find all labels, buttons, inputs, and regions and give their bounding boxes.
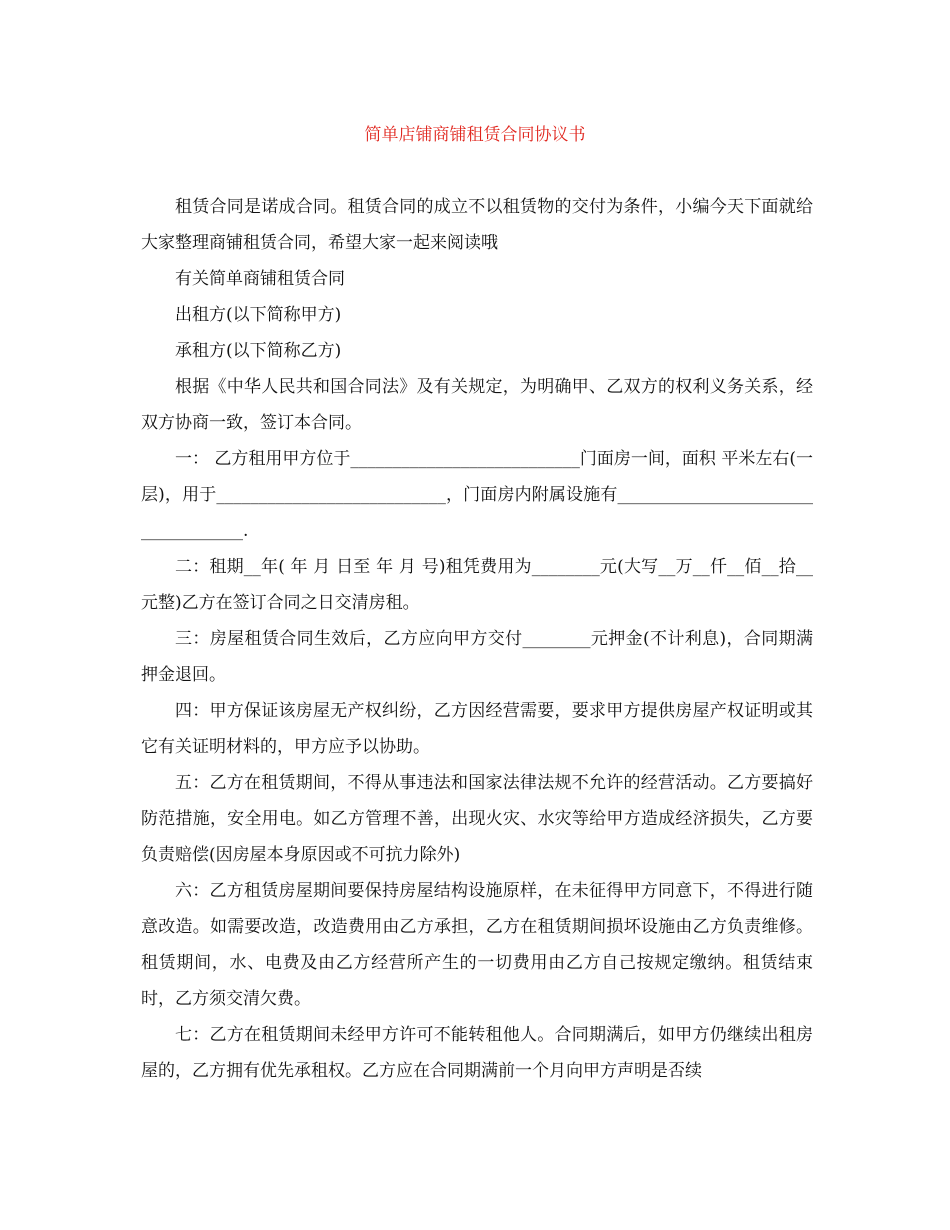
paragraph-contract-name: 有关简单商铺租赁合同 [175, 269, 345, 289]
clause-1: 一： 乙方租用甲方位于___________________________门面房一间，面积 平米左右(一层)，用于___________________________，门面房内附属设施有___________________________________. [141, 449, 813, 541]
document-title: 简单店铺商铺租赁合同协议书 [364, 125, 586, 145]
paragraph-lessor: 出租方(以下简称甲方) [175, 305, 342, 325]
clause-5: 五：乙方在租赁期间，不得从事违法和国家法律法规不允许的经营活动。乙方要搞好防范措施，安全用电。如乙方管理不善，出现火灾、水灾等给甲方造成经济损失，乙方要负责赔偿(因房屋本身原因或不可抗力除外) [141, 773, 813, 865]
clause-4: 四：甲方保证该房屋无产权纠纷，乙方因经营需要，要求甲方提供房屋产权证明或其它有关证明材料的，甲方应予以协助。 [141, 701, 813, 757]
paragraph-intro: 租赁合同是诺成合同。租赁合同的成立不以租赁物的交付为条件，小编今天下面就给大家整理商铺租赁合同，希望大家一起来阅读哦 [141, 197, 813, 253]
clause-6: 六：乙方租赁房屋期间要保持房屋结构设施原样，在未征得甲方同意下，不得进行随意改造。如需要改造，改造费用由乙方承担，乙方在租赁期间损坏设施由乙方负责维修。租赁期间，水、电费及由乙方经营所产生的一切费用由乙方自己按规定缴纳。租赁结束时，乙方须交清欠费。 [141, 881, 813, 1009]
document-body [141, 189, 813, 1089]
clause-3: 三：房屋租赁合同生效后，乙方应向甲方交付________元押金(不计利息)，合同期满押金退回。 [141, 629, 813, 685]
paragraph-lessee: 承租方(以下简称乙方) [175, 341, 342, 361]
clause-2: 二：租期__年( 年 月 日至 年 月 号)租凭费用为________元(大写__万__仟__佰__拾__元整)乙方在签订合同之日交清房租。 [141, 557, 813, 613]
clause-7: 七：乙方在租赁期间未经甲方许可不能转租他人。合同期满后，如甲方仍继续出租房屋的，乙方拥有优先承租权。乙方应在合同期满前一个月向甲方声明是否续 [141, 1025, 813, 1081]
paragraph-basis: 根据《中华人民共和国合同法》及有关规定，为明确甲、乙双方的权利义务关系，经双方协商一致，签订本合同。 [141, 377, 813, 433]
